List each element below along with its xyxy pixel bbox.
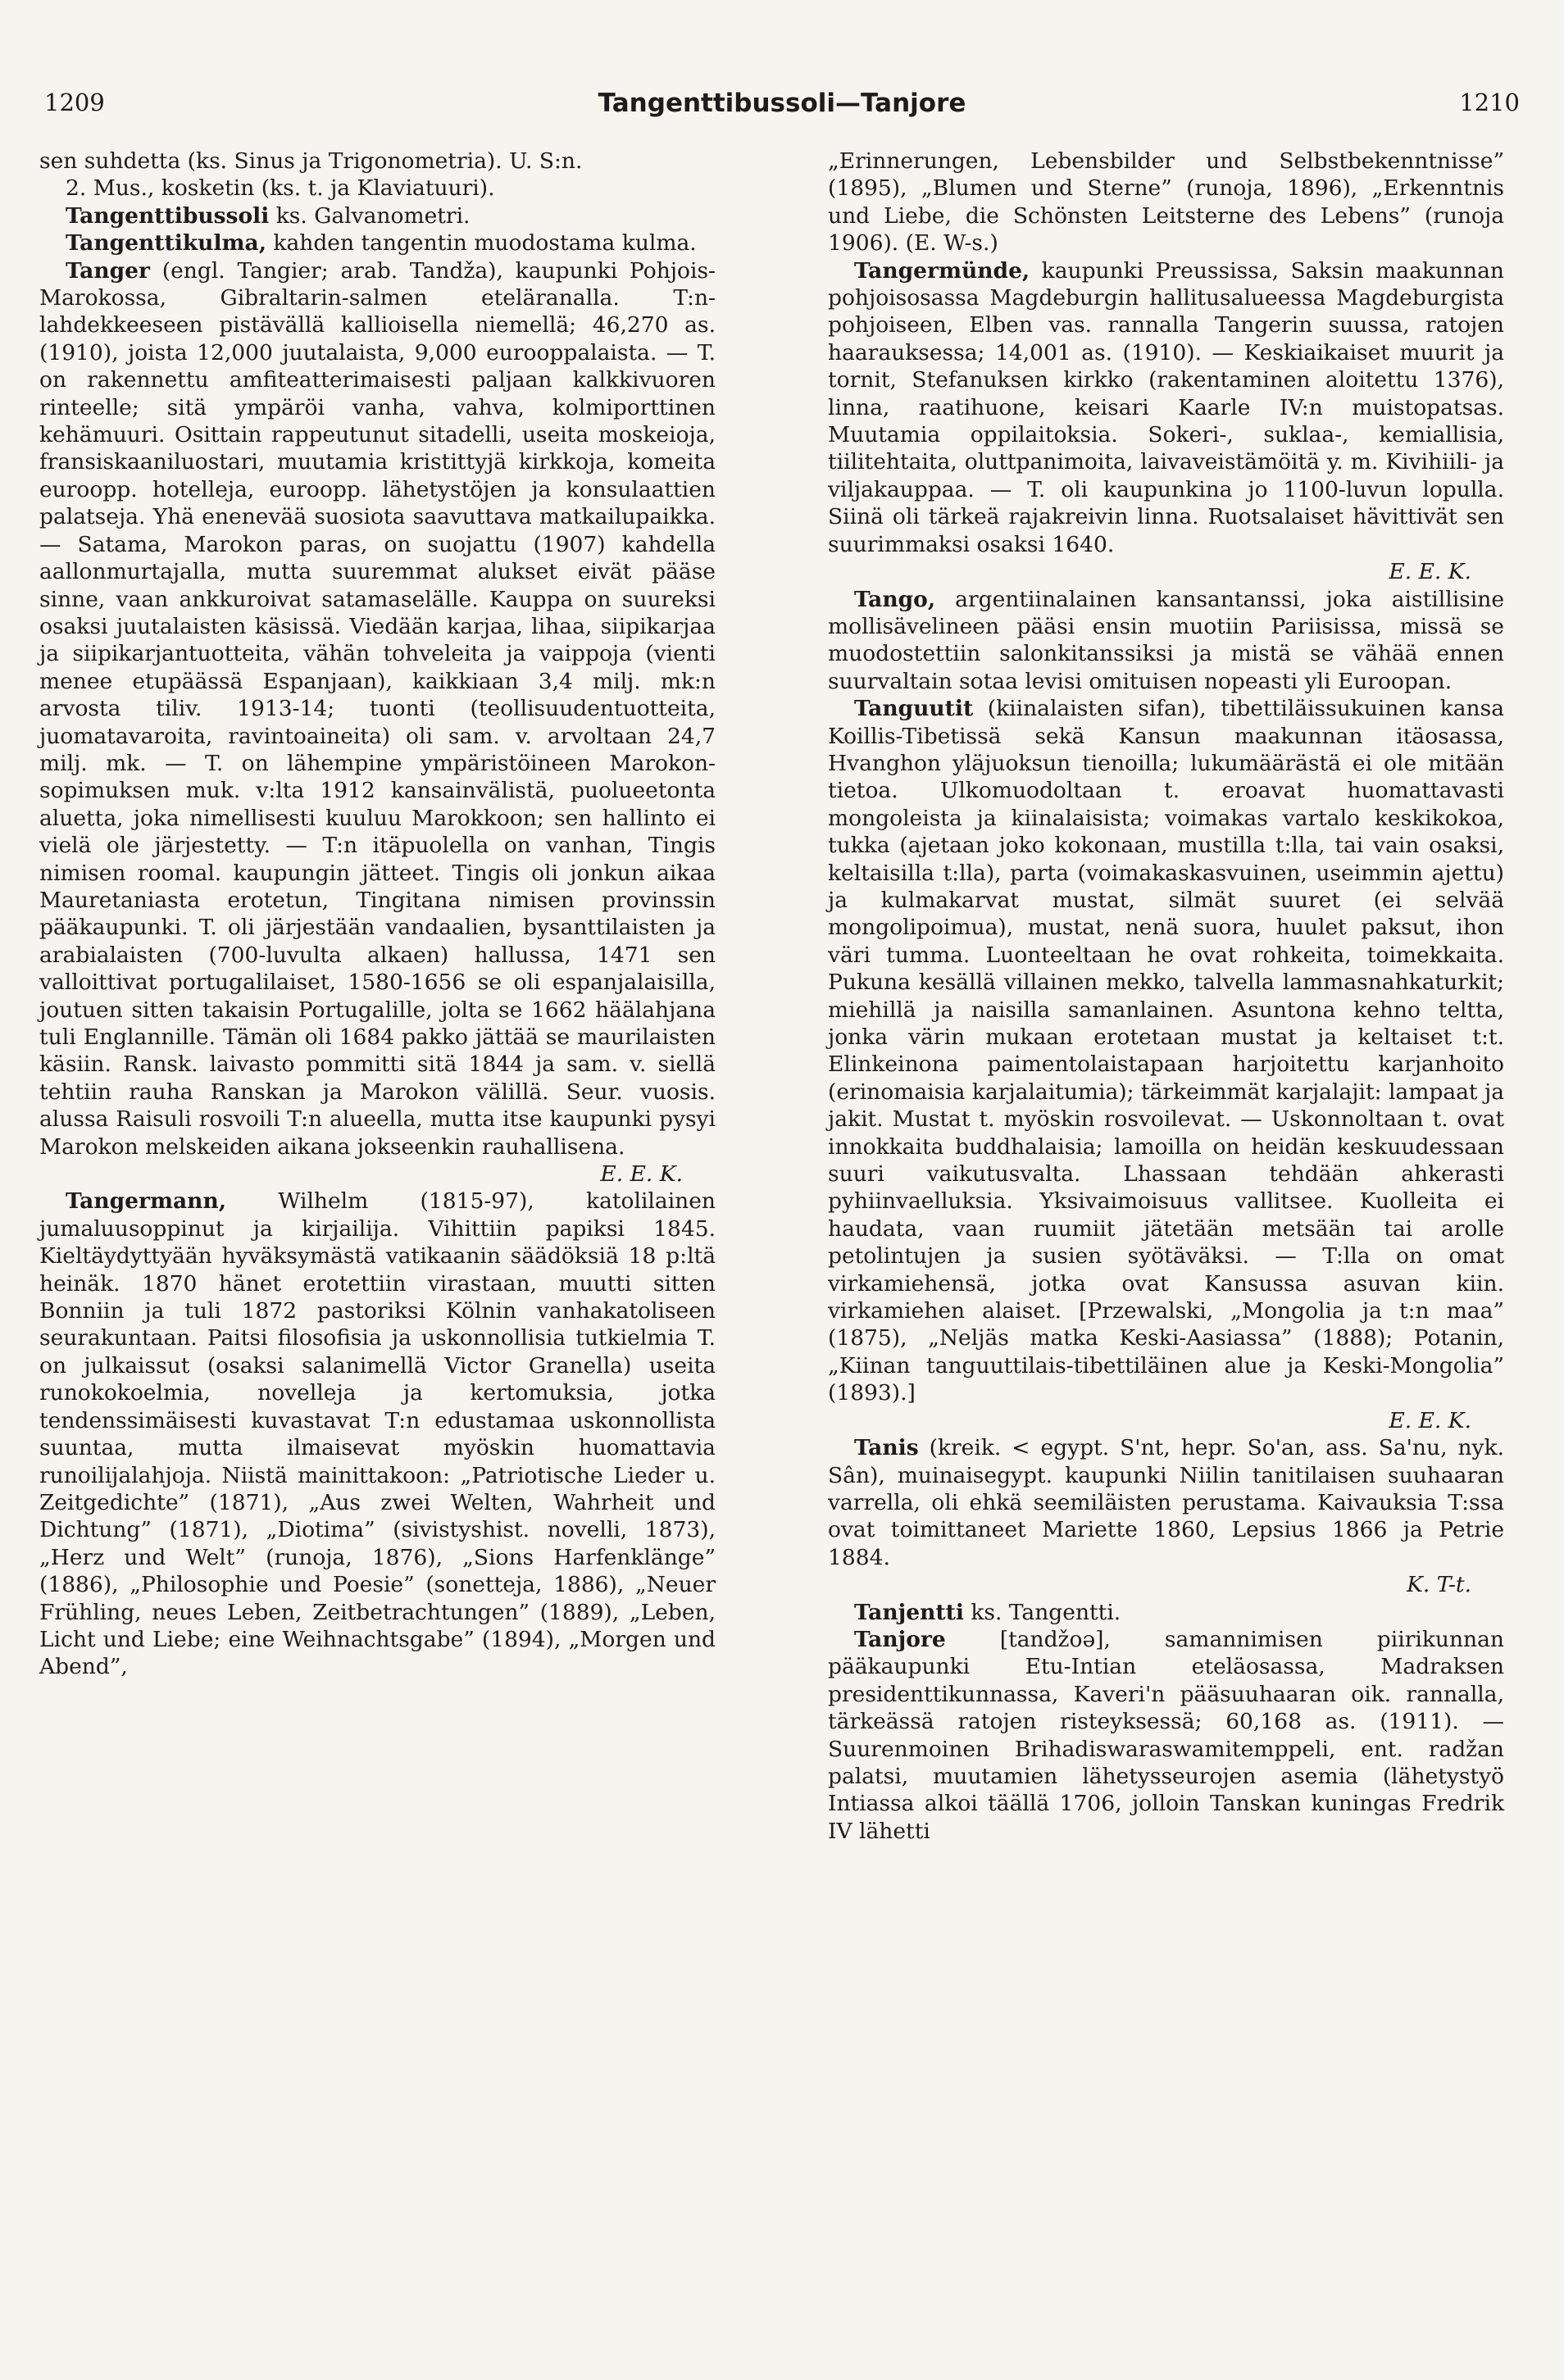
running-title: Tangenttibussoli—Tanjore (598, 89, 966, 118)
headword: Tangermann, (66, 1188, 226, 1215)
entry-tangenttibussoli (39, 202, 716, 229)
author-signature: E. E. K. (1389, 559, 1471, 585)
page-number-right: 1210 (1459, 89, 1520, 116)
entry-tanjore (828, 1626, 1504, 1845)
entry-text: ks. Tangentti. (963, 1599, 1121, 1625)
entry-tangermunde (828, 257, 1504, 558)
headword: Tangenttikulma, (66, 230, 266, 257)
entry-tanis (828, 1434, 1504, 1571)
entry-tanger (39, 257, 716, 1160)
entry-text: kahden tangentin muodostama kulma. (266, 230, 697, 257)
entry-tanguutit (828, 695, 1504, 1407)
entry-subsense: 2. Mus., kosketin (ks. t. ja Klaviatuuri). (66, 175, 495, 202)
headword: Tangermünde, (854, 257, 1030, 284)
headword: Tanguutit (854, 696, 974, 722)
entry-text: (kiinalaisten sifan), tibettiläissukuinen kansa Koillis-Tibetissä sekä Kansun maakunnan itäosassa, Hvanghon yläjuoksun tienoilla; lukumäärästä ei ole mitään tietoa. Ulkomuodoltaan t. eroavat huomattavasti mongoleista ja kiinalaisista; voimakas vartalo keskikokoa, tukka (ajetaan joko kokonaan, mustilla t:lla, tai vain osaksi, keltaisilla t:lla), parta (voimakaskasvuinen, useimmin ajettu) ja kulmakarvat mustat, silmät suuret (ei selvää mongolipoimua), mustat, nenä suora, huulet paksut, ihon väri tumma. Luonteeltaan he ovat rohkeita, toimekkaita. Pukuna kesällä villainen mekko, talvella lammasnahkaturkit; miehillä ja naisilla samanlainen. Asuntona kehno teltta, jonka värin mukaan erotetaan mustat ja keltaiset t:t. Elinkeinona paimentolaistapaan harjoitettu karjanhoito (erinomaisia karjalaitumia); tärkeimmät karjalajit: lampaat ja jakit. Mustat t. myöskin rosvoilevat. — Uskonnoltaan t. ovat innokkaita buddhalaisia; lamoilla on heidän keskuudessaan suuri vaikutusvalta. Lhassaan tehdään ahkerasti pyhiinvaelluksia. Yksivaimoisuus vallitsee. Kuolleita ei haudata, vaan ruumiit jätetään metsään tai arolle petolintujen ja susien syötäväksi. — T:lla on omat virkamiehensä, jotka ovat Kansussa asuvan kiin. virkamiehen alaiset. [Przewalski, „Mongolia ja t:n maa” (1875), „Neljäs matka Keski-Aasiassa” (1888); Potanin, „Kiinan tanguuttilais-tibettiläinen alue ja Keski-Mongolia” (1893).] (828, 696, 1505, 1406)
left-column (39, 148, 716, 1681)
page-number-left: 1209 (44, 89, 105, 116)
headword: Tangenttibussoli (66, 202, 270, 229)
headword: Tanjore (854, 1626, 946, 1652)
entry-text: kaupunki Preussissa, Saksin maakunnan pohjoisosassa Magdeburgin hallitusalueessa Magdeburgista pohjoiseen, Elben vas. rannalla Tangerin suussa, ratojen haarauksessa; 14,001 as. (1910). — Keskiaikaiset muurit ja tornit, Stefanuksen kirkko (rakentaminen aloitettu 1376), linna, raatihuone, keisari Kaarle IV:n muistopatsas. Muutamia oppilaitoksia. Sokeri-, suklaa-, kemiallisia, tiilitehtaita, oluttpanimoita, laivaveistämöitä y. m. Kivihiili- ja viljakauppaa. — T. oli kaupunkina jo 1100-luvun lopulla. Siinä oli tärkeä rajakreivin linna. Ruotsalaiset hävittivät sen suurimmaksi osaksi 1640. (828, 257, 1504, 557)
entry-text: argentiinalainen kansantanssi, joka aistillisine mollisävelineen pääsi ensin muotiin Pariisissa, missä se muodostettiin salonkitanssiksi ja mistä se vähää ennen suurvaltain sotaa levisi omituisen nopeasti yli Euroopan. (828, 586, 1504, 694)
entry-tangermann (39, 1188, 716, 1680)
entry-text: Wilhelm (1815-97), katolilainen jumaluusoppinut ja kirjailija. Vihittiin papiksi 1845. Kieltäydyttyään hyväksymästä vatikaanin säädöksiä 18 p:ltä heinäk. 1870 hänet erotettiin virastaan, muutti sitten Bonniin ja tuli 1872 pastoriksi Kölnin vanhakatoliseen seurakuntaan. Paitsi filosofisia ja uskonnollisia tutkielmia T. on julkaissut (osaksi salanimellä Victor Granella) useita runokokoelmia, novelleja ja kertomuksia, jotka tendenssimäisesti kuvastavat T:n edustamaa uskonnollista suuntaa, mutta ilmaisevat myöskin huomattavia runoilijalahjoja. Niistä mainittakoon: „Patriotische Lieder u. Zeitgedichte” (1871), „Aus zwei Welten, Wahrheit und Dichtung” (1871), „Diotima” (sivistyshist. novelli, 1873), „Herz und Welt” (runoja, 1876), „Sions Harfenklänge” (1886), „Philosophie und Poesie” (sonetteja, 1886), „Neuer Frühling, neues Leben, Zeitbetrachtungen” (1889), „Leben, Licht und Liebe; eine Weihnachtsgabe” (1894), „Morgen und Abend”, (39, 1188, 716, 1680)
headword: Tango, (854, 586, 936, 612)
author-signature: E. E. K. (1389, 1407, 1471, 1433)
entry-text: (engl. Tangier; arab. Tandža), kaupunki Pohjois-Marokossa, Gibraltarin-salmen eteläranalla. T:n-lahdekkeeseen pistävällä kallioisella niemellä; 46,270 as. (1910), joista 12,000 juutalaista, 9,000 eurooppalaista. — T. on rakennettu amfiteatterimaisesti paljaan kalkkivuoren rinteelle; sitä ympäröi vanha, vahva, kolmiporttinen kehämuuri. Osittain rappeutunut sitadelli, useita moskeioja, fransiskaaniluostari, muutamia kristittyjä kirkkoja, komeita euroopp. hotelleja, euroopp. lähetystöjen ja konsulaattien palatseja. Yhä enenevää suosiota saavuttava matkailupaikka. — Satama, Marokon paras, on suojattu (1907) kahdella aallonmurtajalla, mutta suuremmat alukset eivät pääse sinne, vaan ankkuroivat satamaselälle. Kauppa on suureksi osaksi juutalaisten käsissä. Viedään karjaa, lihaa, siipikarjaa ja siipikarjantuotteita, vähän tohveleita ja vaippoja (vienti menee etupäässä Espanjaan), kaikkiaan 3,4 milj. mk:n arvosta tiliv. 1913-14; tuonti (teollisuudentuotteita, juomatavaroita, ravintoaineita) oli sam. v. arvoltaan 24,7 milj. mk. — T. on lähempine ympäristöineen Marokon-sopimuksen muk. v:lta 1912 kansainvälistä, puolueetonta aluetta, joka nimellisesti kuuluu Marokkoon; sen hallinto ei vielä ole järjestetty. — T:n itäpuolella on vanhan, Tingis nimisen roomal. kaupungin jätteet. Tingis oli jonkun aikaa Mauretaniasta erotetun, Tingitana nimisen provinssin pääkaupunki. T. oli järjestään vandaalien, bysanttilaisten ja arabialaisten (700-luvulta alkaen) hallussa, 1471 sen valloittivat portugalilaiset, 1580-1656 se oli espanjalaisilla, joutuen sitten takaisin Portugalille, jolta se 1662 häälahjana tuli Englannille. Tämän oli 1684 pakko jättää se maurilaisten käsiin. Ransk. laivasto pommitti sitä 1844 ja sam. v. siellä tehtiin rauha Ranskan ja Marokon välillä. Seur. vuosis. alussa Raisuli rosvoili T:n alueella, mutta itse kaupunki pysyi Marokon melskeiden aikana jokseenkin rauhallisena. (39, 257, 716, 1160)
headword: Tanger (66, 257, 150, 284)
entry-text: (kreik. < egypt. S'nt, hepr. So'an, ass. Sa'nu, nyk. Sân), muinaisegypt. kaupunki Niilin tanitilaisen suuhaaran varrella, oli ehkä seemiläisten perustama. Kaivauksia T:ssa ovat toimittaneet Mariette 1860, Lepsius 1866 ja Petrie 1884. (828, 1435, 1504, 1570)
continuation-text: sen suhdetta (ks. Sinus ja Trigonometria). U. S:n. (39, 148, 583, 174)
entry-tangenttikulma (39, 229, 716, 257)
entry-text: ks. Galvanometri. (269, 202, 471, 229)
entry-text: [tandžoə], samannimisen piirikunnan pääkaupunki Etu-Intian eteläosassa, Madraksen presidenttikunnassa, Kaveri'n pääsuuhaaran oik. rannalla, tärkeässä ratojen risteyksessä; 60,168 as. (1911). — Suurenmoinen Brihadiswaraswamitemppeli, ent. radžan palatsi, muutamien lähetysseurojen asemia (lähetystyö Intiassa alkoi täällä 1706, jolloin Tanskan kuningas Fredrik IV lähetti (828, 1626, 1504, 1844)
author-signature: E. E. K. (600, 1161, 683, 1188)
headword: Tanis (854, 1435, 919, 1461)
headword: Tanjentti (854, 1599, 964, 1625)
right-column (828, 148, 1504, 1845)
entry-tanjentti (828, 1599, 1504, 1626)
continuation-text: „Erinnerungen, Lebensbilder und Selbstbekenntnisse” (1895), „Blumen und Sterne” (runoja, 1896), „Erkenntnis und Liebe, die Schönsten Leitsterne des Lebens” (runoja 1906). (E. W-s.) (828, 148, 1504, 257)
page-header (44, 89, 1520, 128)
entry-tango (828, 586, 1504, 696)
author-signature: K. T-t. (1407, 1572, 1471, 1598)
